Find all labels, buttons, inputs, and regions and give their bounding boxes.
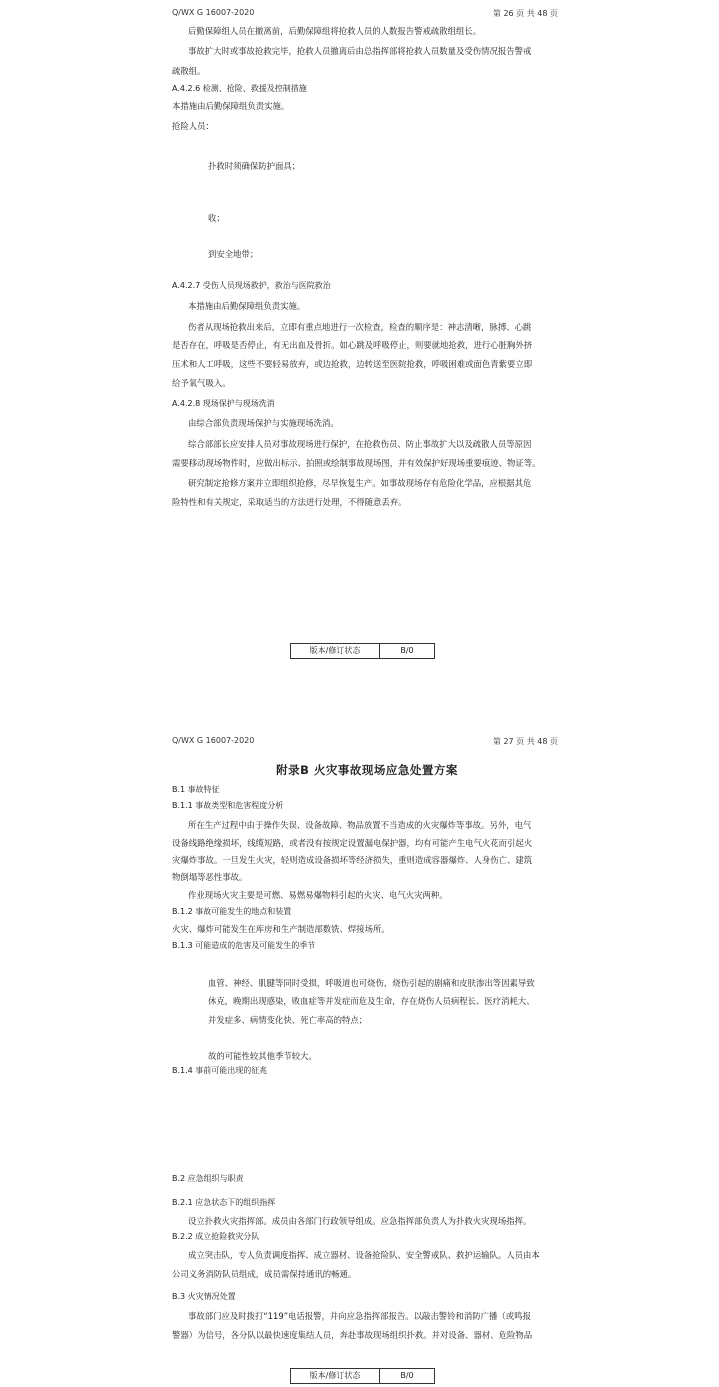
- paragraph-line: 后勤保障组人员在撤离前，后勤保障组将抢救人员的人数报告警戒疏散组组长。: [188, 26, 482, 36]
- paragraph-line: 公司义务消防队员组成，成员需保持通讯的畅通。: [172, 1269, 357, 1279]
- paragraph-line: 物倒塌等恶性事故。: [172, 872, 248, 882]
- paragraph-line: 需要移动现场物件时，应做出标示、拍照或绘制事故现场图，并有效保护好现场重要痕迹、物证等。: [172, 458, 541, 468]
- paragraph-line: 给予氧气吸入。: [172, 378, 231, 388]
- revision-status-value: B/0: [400, 1371, 414, 1380]
- paragraph-line: 设立扑救火灾指挥部。成员由各部门行政领导组成。应急指挥部负责人为扑救火灾现场指挥。: [188, 1216, 532, 1226]
- list-item-continuation: 并发症多、病情变化快、死亡率高的特点；: [208, 1015, 368, 1025]
- list-item-continuation: 收；: [208, 213, 225, 223]
- section-heading: B.1.1 事故类型和危害程度分析: [172, 801, 284, 810]
- section-heading: B.1.4 事前可能出现的征兆: [172, 1066, 268, 1075]
- list-item-continuation: 血管、神经、肌腱等同时受损，呼吸道也可烧伤，烧伤引起的剧痛和皮肤渗出等因素导致: [208, 978, 535, 988]
- page-number: 第 27 页 共 48 页: [492, 737, 558, 746]
- section-heading: B.1 事故特征: [172, 785, 220, 794]
- page-number: 第 26 页 共 48 页: [492, 9, 558, 18]
- revision-status-box: [290, 643, 435, 659]
- revision-status-box: [290, 1368, 435, 1384]
- paragraph-line: 本措施由后勤保障组负责实施。: [188, 301, 306, 311]
- list-item-continuation: 到安全地带；: [208, 249, 259, 259]
- paragraph-line: 作业现场火灾主要是可燃、易燃易爆物料引起的火灾、电气火灾两种。: [188, 890, 448, 900]
- paragraph-line: 设备线路绝缘损坏，线缆短路，或者没有按规定设置漏电保护器，均有可能产生电气火花而引起火: [172, 838, 533, 848]
- paragraph-line: 疏散组。: [172, 66, 206, 76]
- document-page-27: [0, 728, 719, 1387]
- paragraph-line: 本措施由后勤保障组负责实施。: [172, 101, 290, 111]
- section-heading: B.1.2 事故可能发生的地点和装置: [172, 907, 292, 916]
- paragraph-line: 抢险人员：: [172, 121, 214, 131]
- paragraph-line: 成立突击队，专人负责调度指挥、成立器材、设备抢险队、安全警戒队、救护运输队。人员由本: [188, 1250, 540, 1260]
- doc-code: Q/WX G 16007-2020: [172, 736, 255, 745]
- revision-status-value: B/0: [400, 646, 414, 655]
- list-item-continuation: 休克，晚期出现感染，败血症等并发症而危及生命，存在烧伤人员病程长、医疗消耗大、: [208, 996, 535, 1006]
- list-item-continuation: 扑救时须确保防护面具；: [208, 161, 301, 171]
- paragraph-line: 事故部门应及时拨打“119”电话报警，并向应急指挥部报告。以敲击警铃和消防广播（或鸣报: [188, 1311, 531, 1321]
- section-heading: B.3 火灾情况处置: [172, 1292, 236, 1301]
- paragraph-line: 是否存在，呼吸是否停止，有无出血及骨折。如心跳及呼吸停止，则要就地抢救，进行心脏胸外挤: [172, 340, 533, 350]
- revision-status-label: 版本/修订状态: [291, 1369, 380, 1383]
- document-page-26: [0, 0, 719, 690]
- revision-status-label: 版本/修订状态: [291, 644, 380, 658]
- section-heading: B.2.1 应急状态下的组织指挥: [172, 1198, 276, 1207]
- section-heading: B.1.3 可能造成的危害及可能发生的季节: [172, 941, 316, 950]
- section-heading: B.2.2 成立抢险救灾分队: [172, 1232, 260, 1241]
- paragraph-line: 研究制定抢修方案并立即组织抢修，尽早恢复生产。如事故现场存有危险化学品，应根据其危: [188, 478, 532, 488]
- paragraph-line: 火灾、爆炸可能发生在库房和生产制造部数铣、焊接场所。: [172, 924, 390, 934]
- section-heading: A.4.2.7 受伤人员现场救护，救治与医院救治: [172, 281, 331, 290]
- appendix-title: 附录B 火灾事故现场应急处置方案: [276, 763, 458, 777]
- paragraph-line: 综合部部长应安排人员对事故现场进行保护，在抢救伤员、防止事故扩大以及疏散人员等原因: [188, 439, 532, 449]
- paragraph-line: 所在生产过程中由于操作失误、设备故障、物品放置不当造成的火灾爆炸等事故。另外，电气: [188, 820, 532, 830]
- paragraph-line: 伤者从现场抢救出来后，立即有重点地进行一次检查，检查的顺序是：神志清晰，脉搏、心跳: [188, 322, 532, 332]
- paragraph-line: 压术和人工呼吸，这些不要轻易放弃，或边抢救，边转送至医院抢救，呼吸困难或面色青紫要立即: [172, 359, 533, 369]
- section-heading: B.2 应急组织与职责: [172, 1174, 244, 1183]
- section-heading: A.4.2.6 检测、抢险、救援及控制措施: [172, 84, 307, 93]
- paragraph-line: 由综合部负责现场保护与实施现场洗消。: [188, 418, 339, 428]
- paragraph-line: 警器）为信号，各分队以最快速度集结人员，奔赴事故现场组织扑救。并对设备、器材、危险物品: [172, 1330, 533, 1340]
- paragraph-line: 险特性和有关规定，采取适当的方法进行处理，不得随意丢弃。: [172, 497, 407, 507]
- paragraph-line: 灾爆炸事故。一旦发生火灾，轻则造成设备损坏等经济损失，重则造成容器爆炸、人身伤亡、建筑: [172, 855, 533, 865]
- doc-code: Q/WX G 16007-2020: [172, 8, 255, 17]
- paragraph-line: 事故扩大时或事故抢救完毕，抢救人员撤离后由总指挥部将抢救人员数量及受伤情况报告警戒: [188, 46, 532, 56]
- list-item-continuation: 故的可能性较其他季节较大。: [208, 1051, 317, 1061]
- section-heading: A.4.2.8 现场保护与现场洗消: [172, 399, 275, 408]
